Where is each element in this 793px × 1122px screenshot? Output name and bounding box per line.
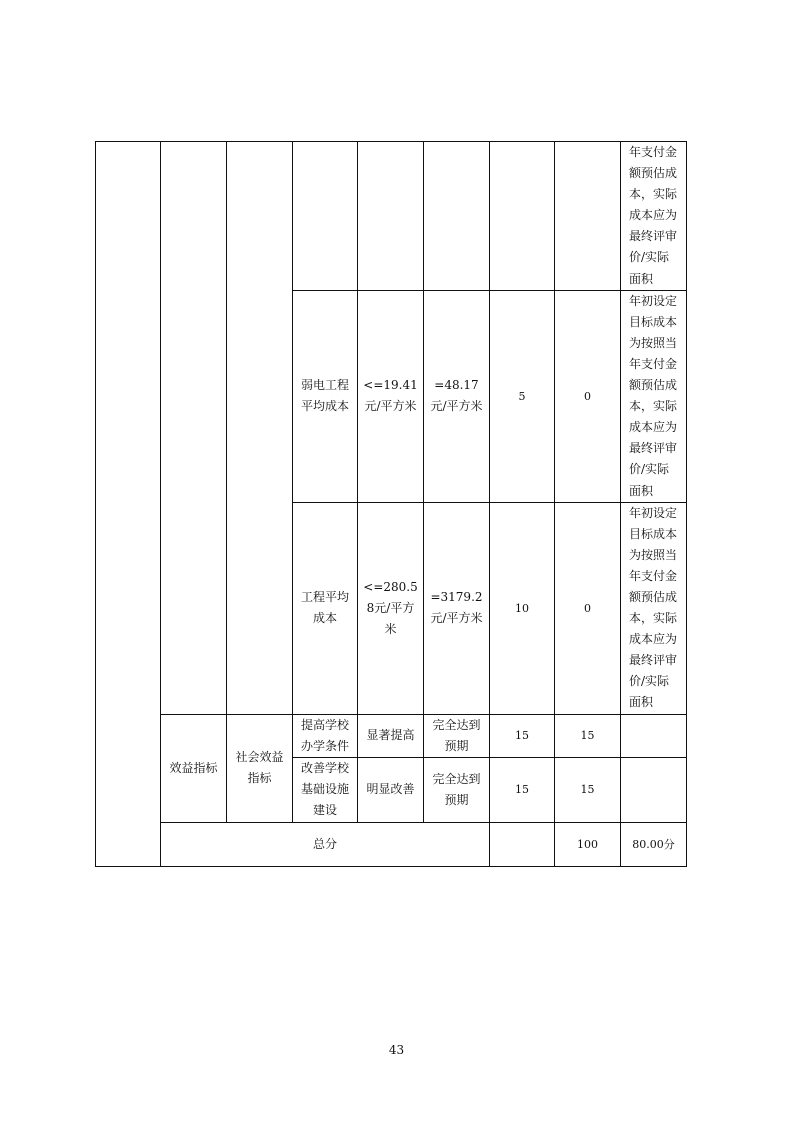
target-cell: <=19.41元/平方米: [358, 290, 424, 502]
page-number: 43: [388, 1043, 405, 1057]
actual-cell: =3179.2元/平方米: [424, 502, 490, 714]
note-cell: 年初设定目标成本为按照当年支付金额预估成本，实际成本应为最终评审价/实际面积: [621, 290, 687, 502]
weight-cell: 15: [490, 714, 555, 757]
table-row-total: [96, 822, 687, 866]
table-row-cost-cont: [96, 142, 687, 291]
score-cell: 15: [555, 757, 621, 822]
total-label-cell: 总分: [161, 822, 490, 866]
actual-cell: =48.17元/平方米: [424, 290, 490, 502]
level2-indicator-cell: 社会效益指标: [227, 714, 293, 822]
target-cell: <=280.58元/平方米: [358, 502, 424, 714]
actual-cell: 完全达到预期: [424, 714, 490, 757]
note-cell: 年支付金额预估成本，实际成本应为最终评审价/实际面积: [621, 142, 687, 291]
metric-cell: 工程平均成本: [293, 502, 358, 714]
score-cell: 0: [555, 290, 621, 502]
level2-blank-cell: [227, 142, 293, 715]
metric-cell: [293, 142, 358, 291]
metric-cell: 弱电工程平均成本: [293, 290, 358, 502]
actual-cell: [424, 142, 490, 291]
target-cell: 明显改善: [358, 757, 424, 822]
total-score-cell: 80.00分: [621, 822, 687, 866]
total-actual-cell: [490, 822, 555, 866]
performance-table: [95, 141, 687, 867]
note-cell: [621, 757, 687, 822]
metric-cell: 改善学校基础设施建设: [293, 757, 358, 822]
weight-cell: 10: [490, 502, 555, 714]
target-cell: [358, 142, 424, 291]
target-cell: 显著提高: [358, 714, 424, 757]
score-cell: 0: [555, 502, 621, 714]
note-cell: [621, 714, 687, 757]
weight-cell: [490, 142, 555, 291]
note-cell: 年初设定目标成本为按照当年支付金额预估成本，实际成本应为最终评审价/实际面积: [621, 502, 687, 714]
level1-indicator-cell: 效益指标: [161, 714, 227, 822]
total-weight-cell: 100: [555, 822, 621, 866]
score-cell: [555, 142, 621, 291]
weight-cell: 15: [490, 757, 555, 822]
metric-cell: 提高学校办学条件: [293, 714, 358, 757]
score-cell: 15: [555, 714, 621, 757]
table-row-benefit-1: [96, 714, 687, 757]
level1-blank-cell: [161, 142, 227, 715]
actual-cell: 完全达到预期: [424, 757, 490, 822]
weight-cell: 5: [490, 290, 555, 502]
first-level-blank-cell: [96, 142, 161, 867]
